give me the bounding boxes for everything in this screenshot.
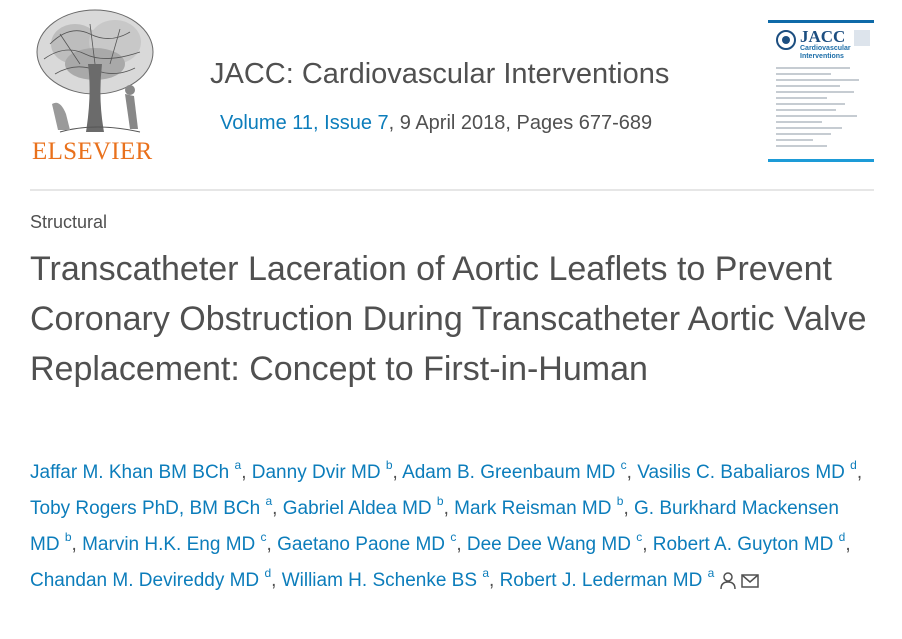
author-item: G. Burkhard Mackensen MD $^b$, — [30, 498, 839, 555]
author-name[interactable]: Robert J. Lederman MD — [499, 570, 703, 591]
issue-line — [220, 112, 652, 135]
issue-date-pages: , 9 April 2018, Pages 677-689 — [388, 112, 653, 134]
author-name[interactable]: Gaetano Paone MD — [277, 534, 446, 555]
author-item: William H. Schenke BS $^a$, — [281, 565, 500, 591]
affiliation-marker[interactable]: d — [850, 457, 857, 472]
author-item: Robert A. Guyton MD $^d$, — [652, 529, 851, 555]
header-divider — [30, 189, 874, 191]
cover-contents-lines — [776, 67, 868, 151]
affiliation-marker[interactable]: b — [64, 529, 72, 544]
cover-logo-text: JACC — [800, 27, 846, 46]
author-item: Gabriel Aldea MD $^b$, — [282, 493, 455, 519]
author-item: Dee Dee Wang MD $^c$, — [466, 529, 653, 555]
author-item: Vasilis C. Babaliaros MD $^d$, — [637, 457, 863, 483]
cover-volume-box — [854, 30, 870, 46]
affiliation-marker[interactable]: c — [450, 529, 457, 544]
author-name[interactable]: Adam B. Greenbaum MD — [402, 462, 616, 483]
author-name[interactable]: Danny Dvir MD — [251, 462, 381, 483]
author-name[interactable]: William H. Schenke BS — [281, 570, 478, 591]
affiliation-marker[interactable]: b — [385, 457, 393, 472]
volume-issue-link[interactable]: Volume 11, Issue 7 — [220, 112, 389, 134]
mail-icon[interactable] — [741, 574, 759, 588]
author-name[interactable]: Jaffar M. Khan BM BCh — [30, 462, 230, 483]
affiliation-marker[interactable]: a — [265, 493, 273, 508]
author-item: Danny Dvir MD $^b$, — [251, 457, 403, 483]
author-item: Chandan M. Devireddy MD $^d$, — [30, 565, 282, 591]
cover-header — [774, 26, 870, 60]
elsevier-wordmark: ELSEVIER — [32, 138, 153, 165]
affiliation-marker[interactable]: b — [616, 493, 624, 508]
article-section-label: Structural — [30, 212, 108, 232]
affiliation-marker[interactable]: a — [707, 565, 715, 580]
author-item — [499, 565, 759, 591]
author-item: Adam B. Greenbaum MD $^c$, — [402, 457, 638, 483]
affiliation-marker[interactable]: b — [436, 493, 444, 508]
author-item: Toby Rogers PhD, BM BCh $^a$, — [30, 493, 283, 519]
journal-title[interactable]: JACC: Cardiovascular Interventions — [210, 58, 670, 90]
affiliation-marker[interactable]: a — [482, 565, 489, 580]
affiliation-marker[interactable]: c — [260, 529, 267, 544]
article-title: Transcatheter Laceration of Aortic Leaflets to Prevent Coronary Obstruction During Transcatheter Aortic Valve Replacement: Concept to First-in-Human — [30, 250, 867, 388]
affiliation-marker[interactable]: c — [636, 529, 643, 544]
author-item: Gaetano Paone MD $^c$, — [277, 529, 467, 555]
author-item: Jaffar M. Khan BM BCh $^a$, — [30, 457, 252, 483]
author-name[interactable]: Robert A. Guyton MD — [652, 534, 834, 555]
author-name[interactable]: Vasilis C. Babaliaros MD — [637, 462, 845, 483]
cover-subtitle: Cardiovascular Interventions — [800, 45, 851, 60]
author-name[interactable]: Dee Dee Wang MD — [466, 534, 631, 555]
affiliation-marker[interactable]: d — [264, 565, 272, 580]
affiliation-marker[interactable]: d — [838, 529, 846, 544]
author-name[interactable]: Gabriel Aldea MD — [282, 498, 432, 519]
author-item: Marvin H.K. Eng MD $^c$, — [82, 529, 278, 555]
author-list — [30, 455, 870, 599]
author-item: Mark Reisman MD $^b$, — [454, 493, 635, 519]
author-name[interactable]: Mark Reisman MD — [454, 498, 612, 519]
affiliation-marker[interactable]: a — [234, 457, 242, 472]
journal-cover-thumbnail[interactable] — [768, 20, 874, 162]
author-name[interactable]: Marvin H.K. Eng MD — [82, 534, 256, 555]
author-name[interactable]: G. Burkhard Mackensen MD — [30, 498, 839, 555]
affiliation-marker[interactable]: c — [620, 457, 627, 472]
author-name[interactable]: Chandan M. Devireddy MD — [30, 570, 260, 591]
acc-seal-icon — [776, 30, 796, 50]
author-name[interactable]: Toby Rogers PhD, BM BCh — [30, 498, 261, 519]
person-icon[interactable] — [720, 572, 736, 590]
